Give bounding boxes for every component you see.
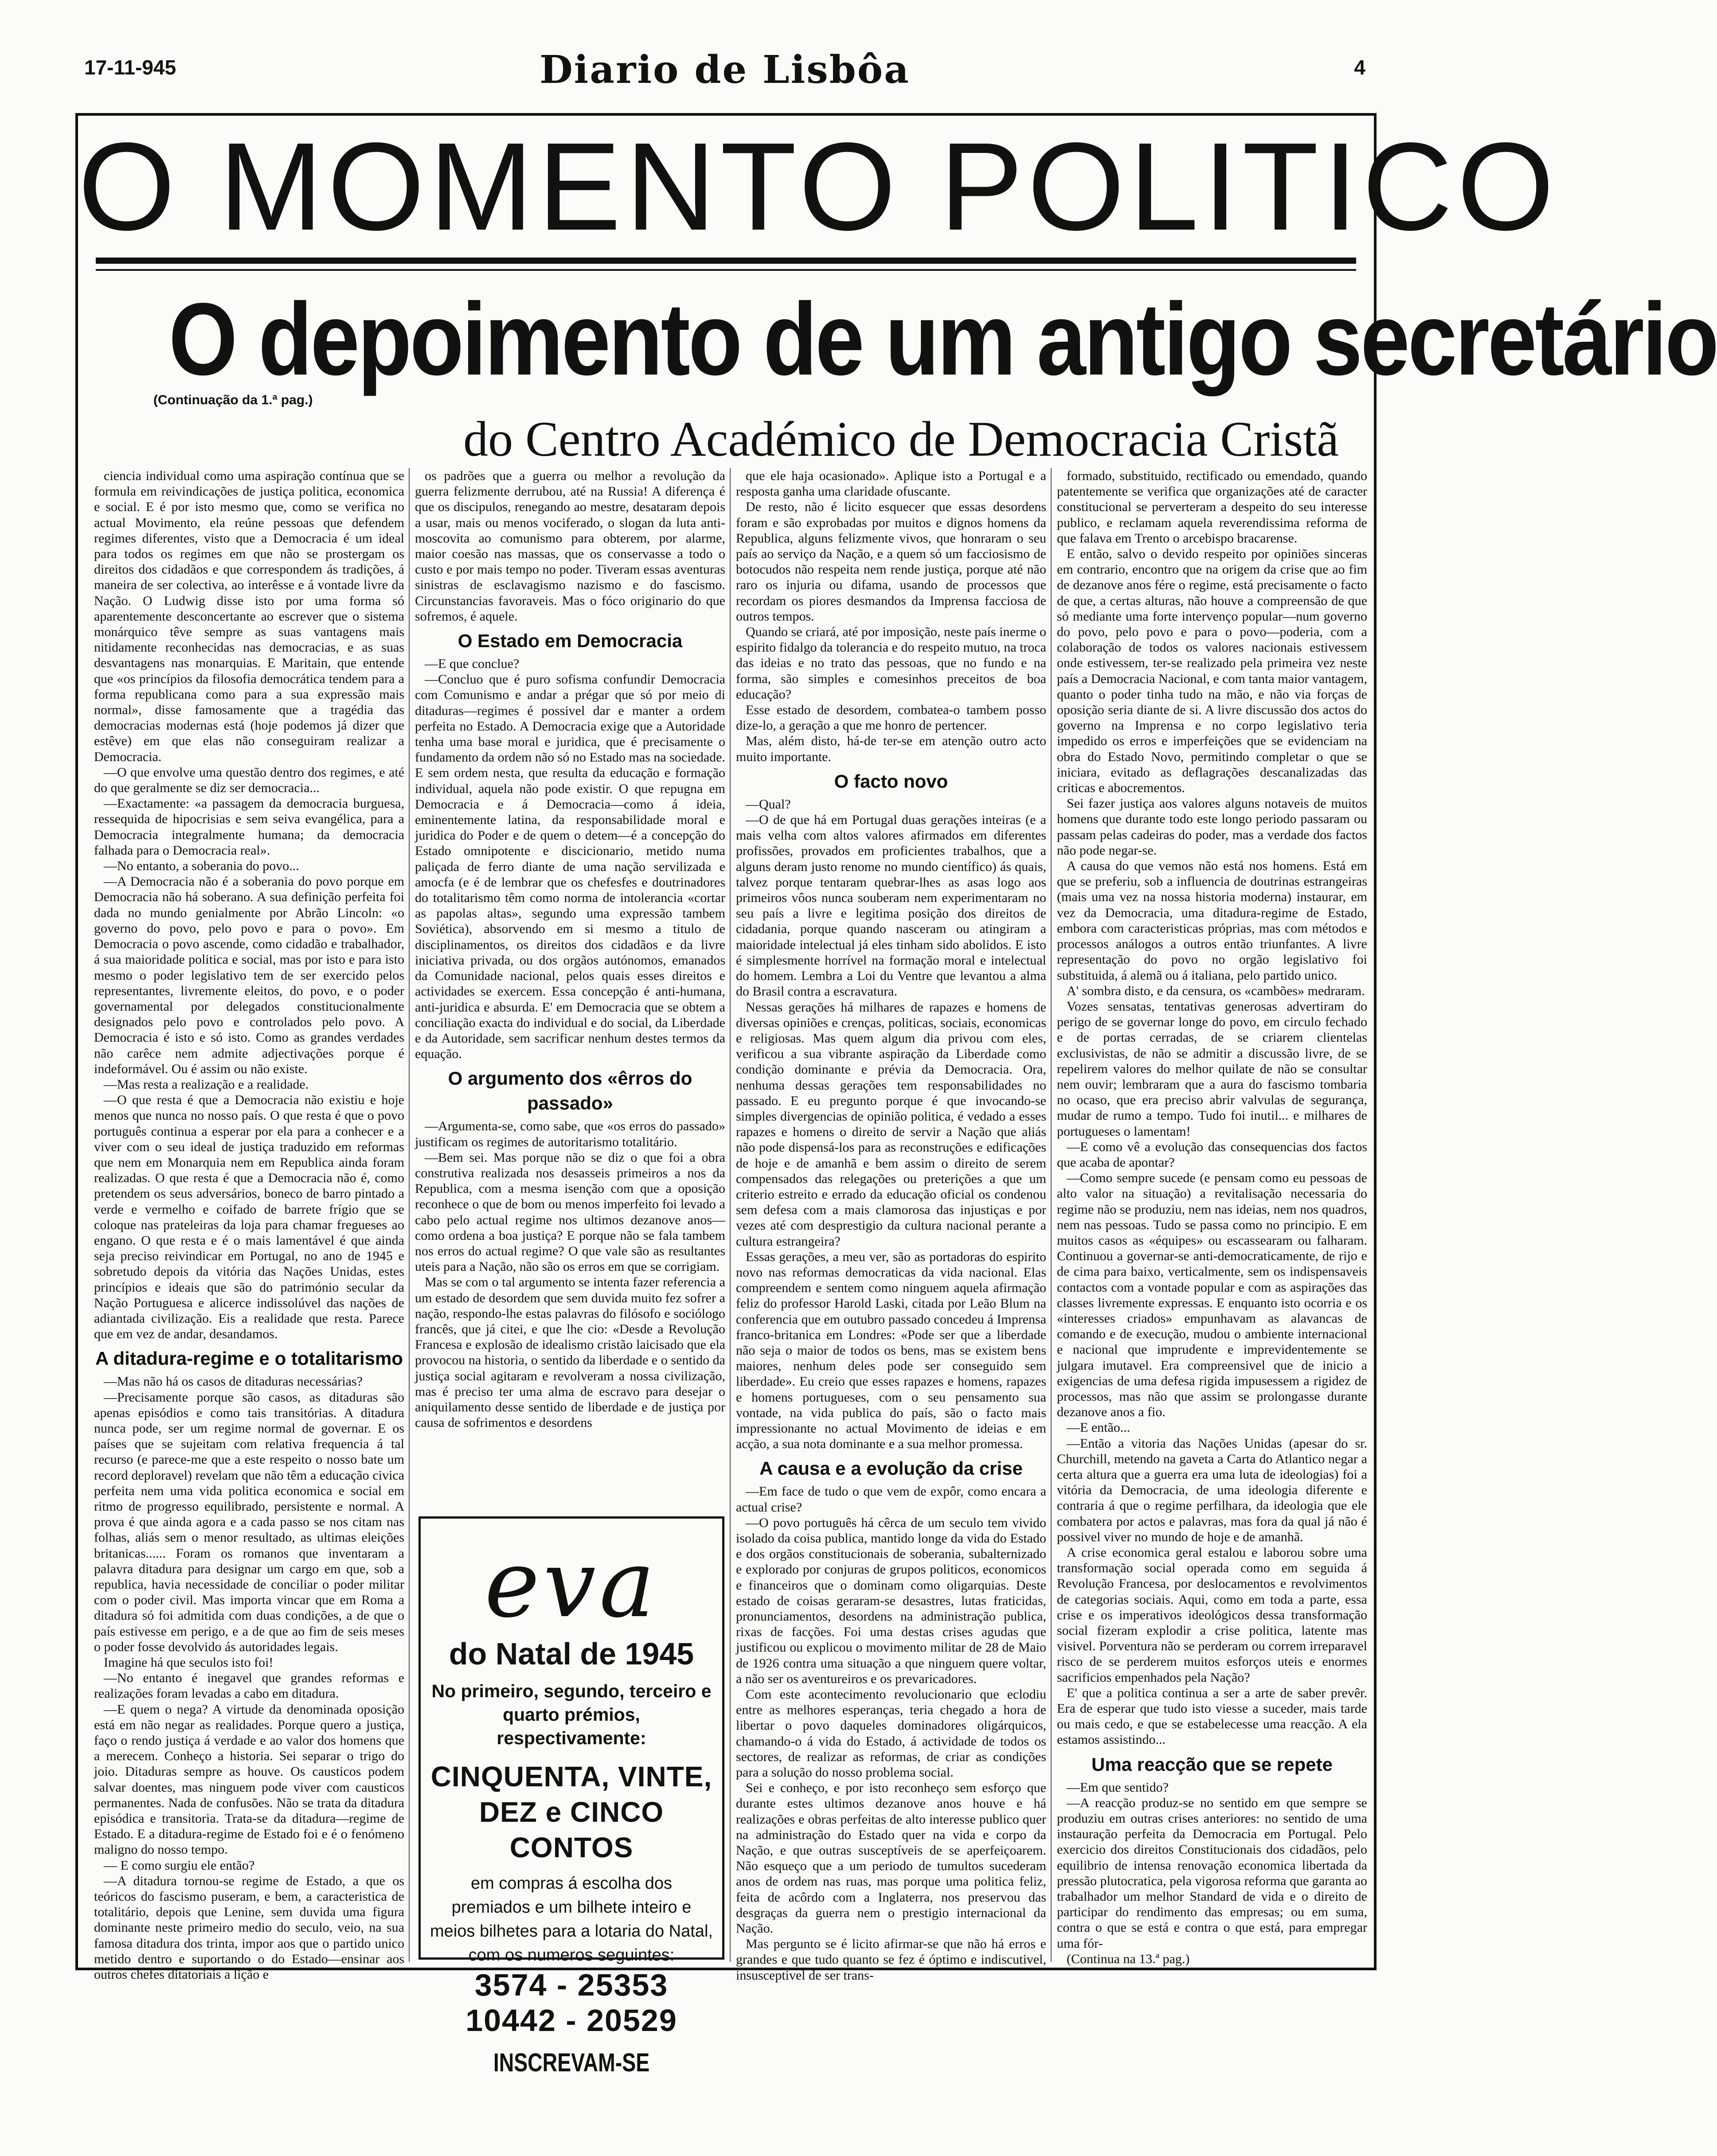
article-paragraph: —O de que há em Portugal duas gerações inteiras (e a mais velha com altos valores afirmados em diferentes profissões, provados em proficientes trabalhos, que a alguns deram justo renome no mundo científico) ás quais, talvez porque tentaram quebrar-lhes as asas logo aos primeiros vôos nunca souberam nem experimentaram no seu país a livre e legitima posição dos direitos de cidadania, porque quando nasceram ou atingiram a maioridade intelectual já eles tinham sido abolidos. E isto é simplesmente horrível na formação moral e intelectual do homem. Lembra a Loi du Ventre que levantou a alma do Brasil contra a escravatura. xyxy=(736,812,1046,999)
cross-heading: A ditadura-regime e o totalitarismo xyxy=(95,1348,403,1369)
article-column-4 xyxy=(1057,468,1367,1966)
article-paragraph: —O que resta é que a Democracia não existiu e hoje menos que nunca no nosso país. O que resta é que o povo português continua a esperar por ela para a conhecer e a viver com o seu ideal de justiça traduzido em reformas que nem em Monarquia nem em Republica ainda foram realizadas. O que resta é que a Democracia não é, como pretendem os seus adversários, boneco de barro pintado a verde e vermelho e coifado de barrete frígio que se coloque nas prateleiras da loja para chamar fregueses ao engano. O que resta e é o mais lamentável é que ainda seja preciso reivindicar em Portugal, no ano de 1945 e sobretudo depois da vitória das Nações Unidas, estes princípios e ideais que são do património secular da Nação Portuguesa e alicerce indissolúvel das nações de adiantada civilização. Eis a realidade que resta. Parece que em vez de andar, desandamos. xyxy=(94,1093,404,1342)
article-paragraph: A' sombra disto, e da censura, os «cambões» medraram. xyxy=(1067,983,1365,998)
article-paragraph: os padrões que a guerra ou melhor a revolução da guerra felizmente derrubou, até na Russia! A diferença é que os discipulos, renegando ao mestre, desataram depois a usar, mais ou menos vociferado, o slogan da luta anti-moscovita ao comunismo para obterem, por alarme, maior coesão nas massas, que os conservasse a todo o custo e por mais tempo no poder. Tiveram essas aventuras sinistras de esclavagismo nazismo e do fascismo. Circunstancias favoraveis. Mas o fóco originario do que sofremos, é aquele. xyxy=(415,469,725,624)
column-rule xyxy=(730,468,731,1962)
article-paragraph: —E então... xyxy=(1067,1420,1130,1435)
ad-prizes: CINQUENTA, VINTE, DEZ e CINCO CONTOS xyxy=(430,1761,712,1863)
article-paragraph: Quando se criará, até por imposição, neste país inerme o espirito fidalgo da tolerancia e do respeito mutuo, na troca das ideias e no trato das pessoas, que no fundo e na forma, são simples e comesinhos preceitos de boa educação? xyxy=(736,625,1046,702)
article-paragraph: —Bem sei. Mas porque não se diz o que foi a obra construtiva realizada nos desasseis primeiros a nos da Republica, com a mesma isenção com que a oposição reconhece o que de bom ou menos imperfeito foi levado a cabo pelo actual regime nos ultimos dezanove anos—como ordena a boa justiça? E porque não se fala tambem nos erros do actual regime? O que vale são as resultantes uteis para a Nação, não são os erros em que se corrigiam. xyxy=(415,1150,725,1274)
article-paragraph: que ele haja ocasionado». Aplique isto a Portugal e a resposta ganha uma claridade ofuscante. xyxy=(736,469,1046,499)
article-paragraph: —E que conclue? xyxy=(425,656,520,672)
article-paragraph: —E como vê a evolução das consequencias dos factos que acaba de apontar? xyxy=(1057,1139,1367,1170)
article-paragraph: Mas se com o tal argumento se intenta fazer referencia a um estado de desordem que sem duvida muito fez sofrer a nação, respondo-lhe estas palavras do filósofo e sociólogo francês, que já citei, e que lhe cio: «Desde a Revolução Francesa e explosão de idealismo cristão laicisado que ela provocou na historia, o sentido da liberdade e o sentido da justiça social agitaram e revolveram a nossa civilização, mas é preciso ter uma alma de escravo para desejar o aniquilamento desse sentido de liberdade e de justiça por causa de sofrimentos e desordens xyxy=(415,1275,725,1430)
lottery-advertisement xyxy=(418,1516,724,2077)
ad-call-to-action: INSCREVAM-SE xyxy=(493,2048,650,2077)
article-paragraph: Vozes sensatas, tentativas generosas advertiram do perigo de se governar longe do povo, em circulo fechado e de portas cerradas, de se criarem clientelas exclusivistas, de não se admitir a discussão livre, de se repelirem valores do melhor quilate de não se consultar nem ouvir; lembraram que a aura do fascismo tombaria no ocaso, que era preciso abrir valvulas de segurança, mudar de rumo a tempo. Tudo foi inutil... e milhares de portugueses o lamentam! xyxy=(1057,999,1367,1139)
article-column-1 xyxy=(94,468,404,1982)
cross-heading: O Estado em Democracia xyxy=(458,630,683,652)
article-paragraph: A crise economica geral estalou e laborou sobre uma transformação social operada como em seguida á Revolução Francesa, por deslocamentos e revolvimentos de categorias sociais. Aqui, como em toda a parte, essa crise e os imperativos ideológicos dessa transformação social fizeram explodir a crise politica, latente mas visivel. Porventura não se perderam ou correm irreparavel risco de se perderem muitos esforços uteis e enormes sacrificios empenhados pela Nação? xyxy=(1057,1545,1367,1685)
article-paragraph: De resto, não é licito esquecer que essas desordens foram e são exprobadas por muitos e dignos homens da Republica, alguns felizmente vivos, que honraram o seu país ao serviço da Nação, e a quem só um facciosismo de botocudos não respeita nem rende justiça, porque até não raro os injuria ou difama, usando de processos que recordam os piores desmandos da Imprensa facciosa de outros tempos. xyxy=(736,500,1046,624)
article-paragraph: —A Democracia não é a soberania do povo porque em Democracia não há soberano. A sua definição perfeita foi dada no mundo genialmente por Abrão Lincoln: «o governo do povo, pelo povo e para o povo». Em Democracia o povo ascende, como cidadão e trabalhador, á sua maioridade politica e social, mas por isto e para isto mesmo o poder legislativo tem de ser exercido pelos representantes, livremente eleitos, do povo, e o poder governamental por delegados constitucionalmente designados pelo povo e controlados pelo povo. A Democracia é isto e só isto. Como as grandes verdades não carêce nem admite adjectivações porque é indeformável. Ou é assim ou não existe. xyxy=(94,874,404,1076)
column-rule xyxy=(409,468,410,1962)
article-paragraph: —Mas resta a realização e a realidade. xyxy=(104,1077,309,1092)
cross-heading: O facto novo xyxy=(834,770,948,792)
article-paragraph: Esse estado de desordem, combatea-o tambem posso dize-lo, a geração a que me honro de pertencer. xyxy=(736,703,1046,733)
page-number: 4 xyxy=(1354,56,1365,79)
section-title: O MOMENTO POLITICO xyxy=(78,117,1559,256)
title-rule-thin xyxy=(96,269,1356,271)
article-paragraph: Imagine há que seculos isto foi! xyxy=(104,1655,274,1670)
article-paragraph: Mas pergunto se é licito afirmar-se que não há erros e grandes e que tudo quanto se fez é óptimo e indiscutivel, insusceptivel de ser trans- xyxy=(736,1937,1046,1983)
newspaper-name: Diario de Lisbôa xyxy=(540,47,910,92)
article-paragraph: —Como sempre sucede (e pensam como eu pessoas de alto valor na situação) a revitalisação necessaria do regime não se produziu, nem nas ideias, nem nos quadros, nem nas pessoas. Tudo se passa como no principio. E em muitos casos as «équipes» ou escassearam ou falharam. Continuou a governar-se anti-democraticamente, de rijo e de cima para baixo, verticalmente, sem os indispensaveis contactos com a vontade popular e com as aspirações das classes livremente expressas. E enquanto isto ocorria e os «interesses criados» empunhavam as alavancas de comando e de execução, mudou o ambiente internacional e nacional que imprudente e imprevidentemente se julgara imutavel. Era compreensivel que de inicio a exigencias de uma defesa rigida impusessem a rigidez de processos, mas não que assim se prolongasse durante dezanove anos a fio. xyxy=(1057,1171,1367,1420)
article-paragraph: —Em que sentido? xyxy=(1067,1780,1169,1795)
ad-intro: No primeiro, segundo, terceiro e quarto prémios, respectivamente: xyxy=(431,1681,712,1748)
ad-brand-logo: eva xyxy=(484,1530,659,1638)
article-paragraph: Sei e conheço, e por isto reconheço sem esforço que durante estes ultimos dezanove anos houve e há realizações e obras perfeitas de alto interesse publico quer na administração do Estado quer na vida e corpo da Nação, e que outras susceptíveis de se aperfeiçoarem. Não esqueço que a um periodo de tumultos sucederam anos de ordem nas ruas, mas porque uma politica feliz, feita de acôrdo com a Inglaterra, nos preservou das desgraças da guerra nem o prestigio internacional da Nação. xyxy=(736,1781,1046,1936)
article-paragraph: ciencia individual como uma aspiração contínua que se formula em reivindicações de justiça politica, economica e social. E é por isto mesmo que, como se verifica no actual Movimento, ela reúne pessoas que defendem regimes diferentes, visto que a Democracia é um ideal para todos os regimes em que não se prostergam os direitos dos cidadãos e que correspondem ás tradições, á maneira de ser colectiva, ao interêsse e á vontade livre da Nação. O Ludwig disse isto por uma forma só aparentemente desconcertante ao escrever que o sistema monárquico têve sempre as suas vantagens mais nitidamente reconhecidas nas democracias, e as suas desvantagens nas monarquias. E Maritain, que entende que «os princípios da filosofia democrática tendem para a forma republicana como para a sua expressão mais normal», disse famosamente que a tragédia das democracias modernas está (hoje podemos já dizer que estêve) em que elas não conseguiram realizar a Democracia. xyxy=(94,469,404,764)
article-paragraph: formado, substituido, rectificado ou emendado, quando patentemente se verifica que organizações até de caracter constitucional se perverteram a despeito do seu interesse publico, e reclamam aquela reverendissima reforma de que falava em Trento o arcebispo bracarense. xyxy=(1057,469,1367,546)
cross-heading: O argumento dos «êrros do passado» xyxy=(448,1068,692,1114)
ad-ticket-number: 10442 - 20529 xyxy=(465,2003,677,2038)
article-paragraph: —Qual? xyxy=(746,797,791,812)
article-paragraph: E então, salvo o devido respeito por opiniões sinceras em contrario, encontro que na origem da crise que ao fim de dezanove anos fére o regime, está precisamente o facto de que, a certas alturas, não houve a compreensão de que só mediante uma forte intervenço popular—num governo do povo, pelo povo e para o povo—poderia, com a colaboração de todos os valores nacionais estivessem onde estivessem, ter-se realizado pela primeira vez neste país a Democracia Nacional, e com tanta maior vantagem, quanto o poder tinha tudo na mão, e não via forças de oposição seria diante de si. A livre discussão dos actos do governo na Imprensa e no corpo legislativo teria impedido os erros e imperfeições que se evidenciam na obra do Estado Novo, permitindo completar o que se iniciara, evitado as deflagrações descanalizadas das criticas e abocrementos. xyxy=(1057,547,1367,796)
article-column-3 xyxy=(736,468,1046,1983)
article-paragraph: —Então a vitoria das Nações Unidas (apesar do sr. Churchill, metendo na gaveta a Carta do Atlantico negar a certa altura que a guerra era uma luta de ideologias) foi a vitória da Democracia, de uma ideologia diferente e contraria á que o regime perfilhara, da ideologia que ele combatera por actos e palavras, mas fora da qual já não é possivel viver no mundo de hoje e de amanhã. xyxy=(1057,1436,1367,1544)
title-rule-thick xyxy=(96,258,1356,264)
continuation-note: (Continuação da 1.ª pag.) xyxy=(153,393,313,407)
article-paragraph: (Continua na 13.ª pag.) xyxy=(1067,1951,1190,1966)
article-paragraph: —Argumenta-se, como sabe, que «os erros do passado» justificam os regimes de autoritarismo totalitário. xyxy=(415,1119,725,1149)
article-paragraph: Essas gerações, a meu ver, são as portadoras do espirito novo nas reformas democraticas da vida nacional. Elas compreendem e sentem como ninguem aquela afirmação feliz do professor Harold Laski, citada por Leão Blum na conferencia que em outubro passado concedeu á Imprensa franco-britanica em Londres: «Pode ser que a liberdade não seja o maior de todos os bens, mas se existem bens maiores, nenhum deles pode ser conseguido sem liberdade». Eu creio que esses rapazes e homens, rapazes e homens portugueses, com o seu pensamento sua vontade, na vida publica do país, são o facto mais impressionante no actual Movimento de ideias e em acção, a sua nota dominante e a sua melhor promessa. xyxy=(736,1249,1046,1452)
article-paragraph: —Exactamente: «a passagem da democracia burguesa, ressequida de hipocrisias e sem seiva evangélica, para a Democracia integralmente humana; da democracia falhada para o Democracia real». xyxy=(94,796,404,858)
ad-subtitle: do Natal de 1945 xyxy=(449,1637,694,1671)
article-paragraph: Sei fazer justiça aos valores alguns notaveis de muitos homens que durante todo este longo periodo passaram ou passam pelas cadeiras do poder, mas a verdade dos factos não pode negar-se. xyxy=(1057,796,1367,858)
masthead xyxy=(84,47,1365,100)
cross-heading: Uma reacção que se repete xyxy=(1091,1754,1333,1775)
article-paragraph: E' que a politica continua a ser a arte de saber prevêr. Era de esperar que tudo isto viesse a suceder, mais tarde ou mais cedo, e que se estabelecesse uma reacção. A ela estamos assistindo... xyxy=(1057,1685,1367,1747)
ad-ticket-number: 3574 - 25353 xyxy=(474,1968,669,2002)
article-paragraph: —Em face de tudo o que vem de expôr, como encara a actual crise? xyxy=(736,1484,1046,1515)
article-paragraph: —No entanto, a soberania do povo... xyxy=(104,859,299,874)
subheadline: do Centro Académico de Democracia Cristã xyxy=(463,412,1339,467)
article-paragraph: —A ditadura tornou-se regime de Estado, a que os teóricos do fascismo puseram, e bem, a caracteristica de totalitário, depois que Lenine, sem duvida uma figura dominante neste primeiro medio do seculo, veio, na sua famosa ditadura dos trinta, impor aos que o partido unico metido dentro e suportando o do Estado—ensinar aos outros chefes ditatoriais a lição e xyxy=(94,1873,404,1982)
ad-info: em compras á escolha dos premiados e um bilhete inteiro e meios bilhetes para a lotaria do Natal, com os numeros seguintes: xyxy=(430,1874,713,1965)
article-column-2 xyxy=(415,468,725,1510)
article-paragraph: A causa do que vemos não está nos homens. Está em que se preferiu, sob a influencia de doutrinas estrangeiras (mais uma vez na nossa historia moderna) instaurar, em vez da Democracia, uma ditadura-regime de Estado, embora com caracteristicas próprias, mas com métodos e processos análogos a outros então triunfantes. A livre representação do povo no orgão legislativo foi substituida, á alemã ou á italiana, pelo partido unico. xyxy=(1057,859,1367,983)
cross-heading: A causa e a evolução da crise xyxy=(759,1458,1023,1479)
article-paragraph: —E quem o nega? A virtude da denominada oposição está em não negar as realidades. Porque quero a justiça, faço o rendo justiça á verdade e ao valor dos homens que a merecem. Conheço a historia. Sei separar o trigo do joio. Ditaduras sempre as houve. Os causticos podem salvar doentes, mas ninguem pode viver com causticos permanentes. Nada de confusões. Não se trata da ditadura episódica e transitoria. Trata-se da ditadura—regime de Estado. E a ditadura-regime de Estado foi e é o fenómeno maligno do nosso tempo. xyxy=(94,1702,404,1857)
article-paragraph: —Mas não há os casos de ditaduras necessárias? xyxy=(104,1374,363,1389)
article-paragraph: Nessas gerações há milhares de rapazes e homens de diversas opiniões e crenças, politicas, sociais, economicas e religiosas. Mas quem algum dia privou com eles, verificou a sua vibrante aspiração da Liberdade como condição dominante e prévia da Democracia. Ora, nenhuma dessas gerações tem responsabilidades no passado. E eu pregunto porque é que invocando-se simples divergencias de opinião politica, é vedado a esses rapazes e homens o direito de servir a Nação que aliás não pode dispensá-los para as reconstruções e edificações de hoje e de amanhã e bem assim o direito de serem compensados das relegações ou preterições a que um criterio estreito e errado da educação oficial os condenou sem defesa com a mais clamorosa das injustiças e por vezes até com desprestigio da cultura nacional perante a cultura estrangeira? xyxy=(736,1000,1046,1249)
article-paragraph: Com este acontecimento revolucionario que eclodiu entre as melhores esperanças, teria chegado a hora de libertar o povo daqueles dominadores oligárquicos, chamando-o á vida do Estado, á actividade de todos os sectores, de realizar as reformas, de criar as condições para a solução do nosso problema social. xyxy=(736,1687,1046,1780)
article-paragraph: — E como surgiu ele então? xyxy=(104,1858,255,1873)
article-paragraph: —O que envolve uma questão dentro dos regimes, e até do que geralmente se diz ser democracia... xyxy=(94,765,404,796)
article-paragraph: —O povo português há cêrca de um seculo tem vivido isolado da coisa publica, mantido longe da vida do Estado e dos orgãos constitucionais de soberania, subalternizado e explorado por conjuras de grupos politicos, economicos e financeiros que o dominam como oligarquias. Deste estado de coisas geraram-se desastres, lutas fraticidas, pronunciamentos, desordens na administração publica, rixas de facções. Foi uma destas crises agudas que justificou ou explicou o movimento militar de 28 de Maio de 1926 contra uma situação a que ninguem quere voltar, a não ser os aventureiros e os prevaricadores. xyxy=(736,1515,1046,1686)
article-paragraph: —Concluo que é puro sofisma confundir Democracia com Comunismo e andar a prégar que só por meio di ditaduras—regimes é possivel dar e manter a ordem perfeita no Estado. A Democracia exige que a Autoridade tenha uma base moral e juridica, que é precisamente o fundamento da ordem não só no Estado mas na sociedade. E sem ordem nesta, que resulta da educação e formação individual, aquela não pode existir. O que repugna em Democracia e á Democracia—como á ideia, eminentemente latina, da responsabilidade moral e juridica do Poder e de quem o detem—é a concepção do Estado omnipotente e discicionario, metido numa paliçada de ferro diante de uma nação servilizada e amocfa (e é de lembrar que os chefesfes e doutrinadores do totalitarismo têm como norma de intolerancia «cortar as papolas altas», segundo uma expressão tambem Soviética), absorvendo em si mesmo a titulo de disciplinamentos, os direitos dos cidadãos e da livre iniciativa privada, ou dos orgãos autónomos, emanados da Comunidade nacional, pelos quais esses direitos e actividades se exercem. Essa concepção é anti-humana, anti-juridica e absurda. E' em Democracia que se obtem a conciliação exacta do individual e do social, da Liberdade e da Autoridade, sem sacrificar nenhum destes termos da equação. xyxy=(415,672,725,1062)
article-paragraph: —A reacção produz-se no sentido em que sempre se produziu em outras crises anteriores: no sentido de uma instauração perfeita da Democracia em Portugal. Pelo exercicio dos direitos Constitucionais dos cidadãos, pelo equilibrio de intensa renovação economica libertada da pressão plutocratica, pela vigorosa reforma que garanta ao trabalhador um melhor Standard de vida e o direito de participar do rendimento das empresas; ou em suma, contra o que se está e contra o que está, para empregar uma fór- xyxy=(1057,1795,1367,1951)
article-paragraph: —Precisamente porque são casos, as ditaduras são apenas episódios e como tais transitórias. A ditadura nunca pode, ser um regime normal de governar. E os países que se sujeitam com relativa frequencia á tal recurso (e parece-me que a este respeito o nosso bate um record deploravel) revelam que não têm a educação civica perfeita nem uma vida politica economica e social em ritmo de progresso equilibrado, persistente e normal. A prova é que ainda agora e a cada passo se nos citam nas folhas, aliás sem o menor resultado, as ultimas eleições britanicas...... Foram os romanos que inventaram a palavra ditadura para designar um cargo em que, sob a republica, havia necessidade de conciliar o poder militar com o poder civil. Mas importa vincar que em Roma a ditadura só foi admitida com duas condições, a de que o país estivesse em perigo, e a de que ao fim de seis meses o poder fosse devolvido ás autoridades legais. xyxy=(94,1390,404,1654)
article-paragraph: —No entanto é inegavel que grandes reformas e realizações foram levadas a cabo em ditadura. xyxy=(94,1671,404,1701)
article-paragraph: Mas, além disto, há-de ter-se em atenção outro acto muito importante. xyxy=(736,734,1046,764)
headline: O depoimento de um antigo secretário xyxy=(168,282,1717,397)
issue-date: 17-11-945 xyxy=(84,56,176,79)
article-frame xyxy=(75,113,1717,2077)
column-rule xyxy=(1051,468,1052,1962)
